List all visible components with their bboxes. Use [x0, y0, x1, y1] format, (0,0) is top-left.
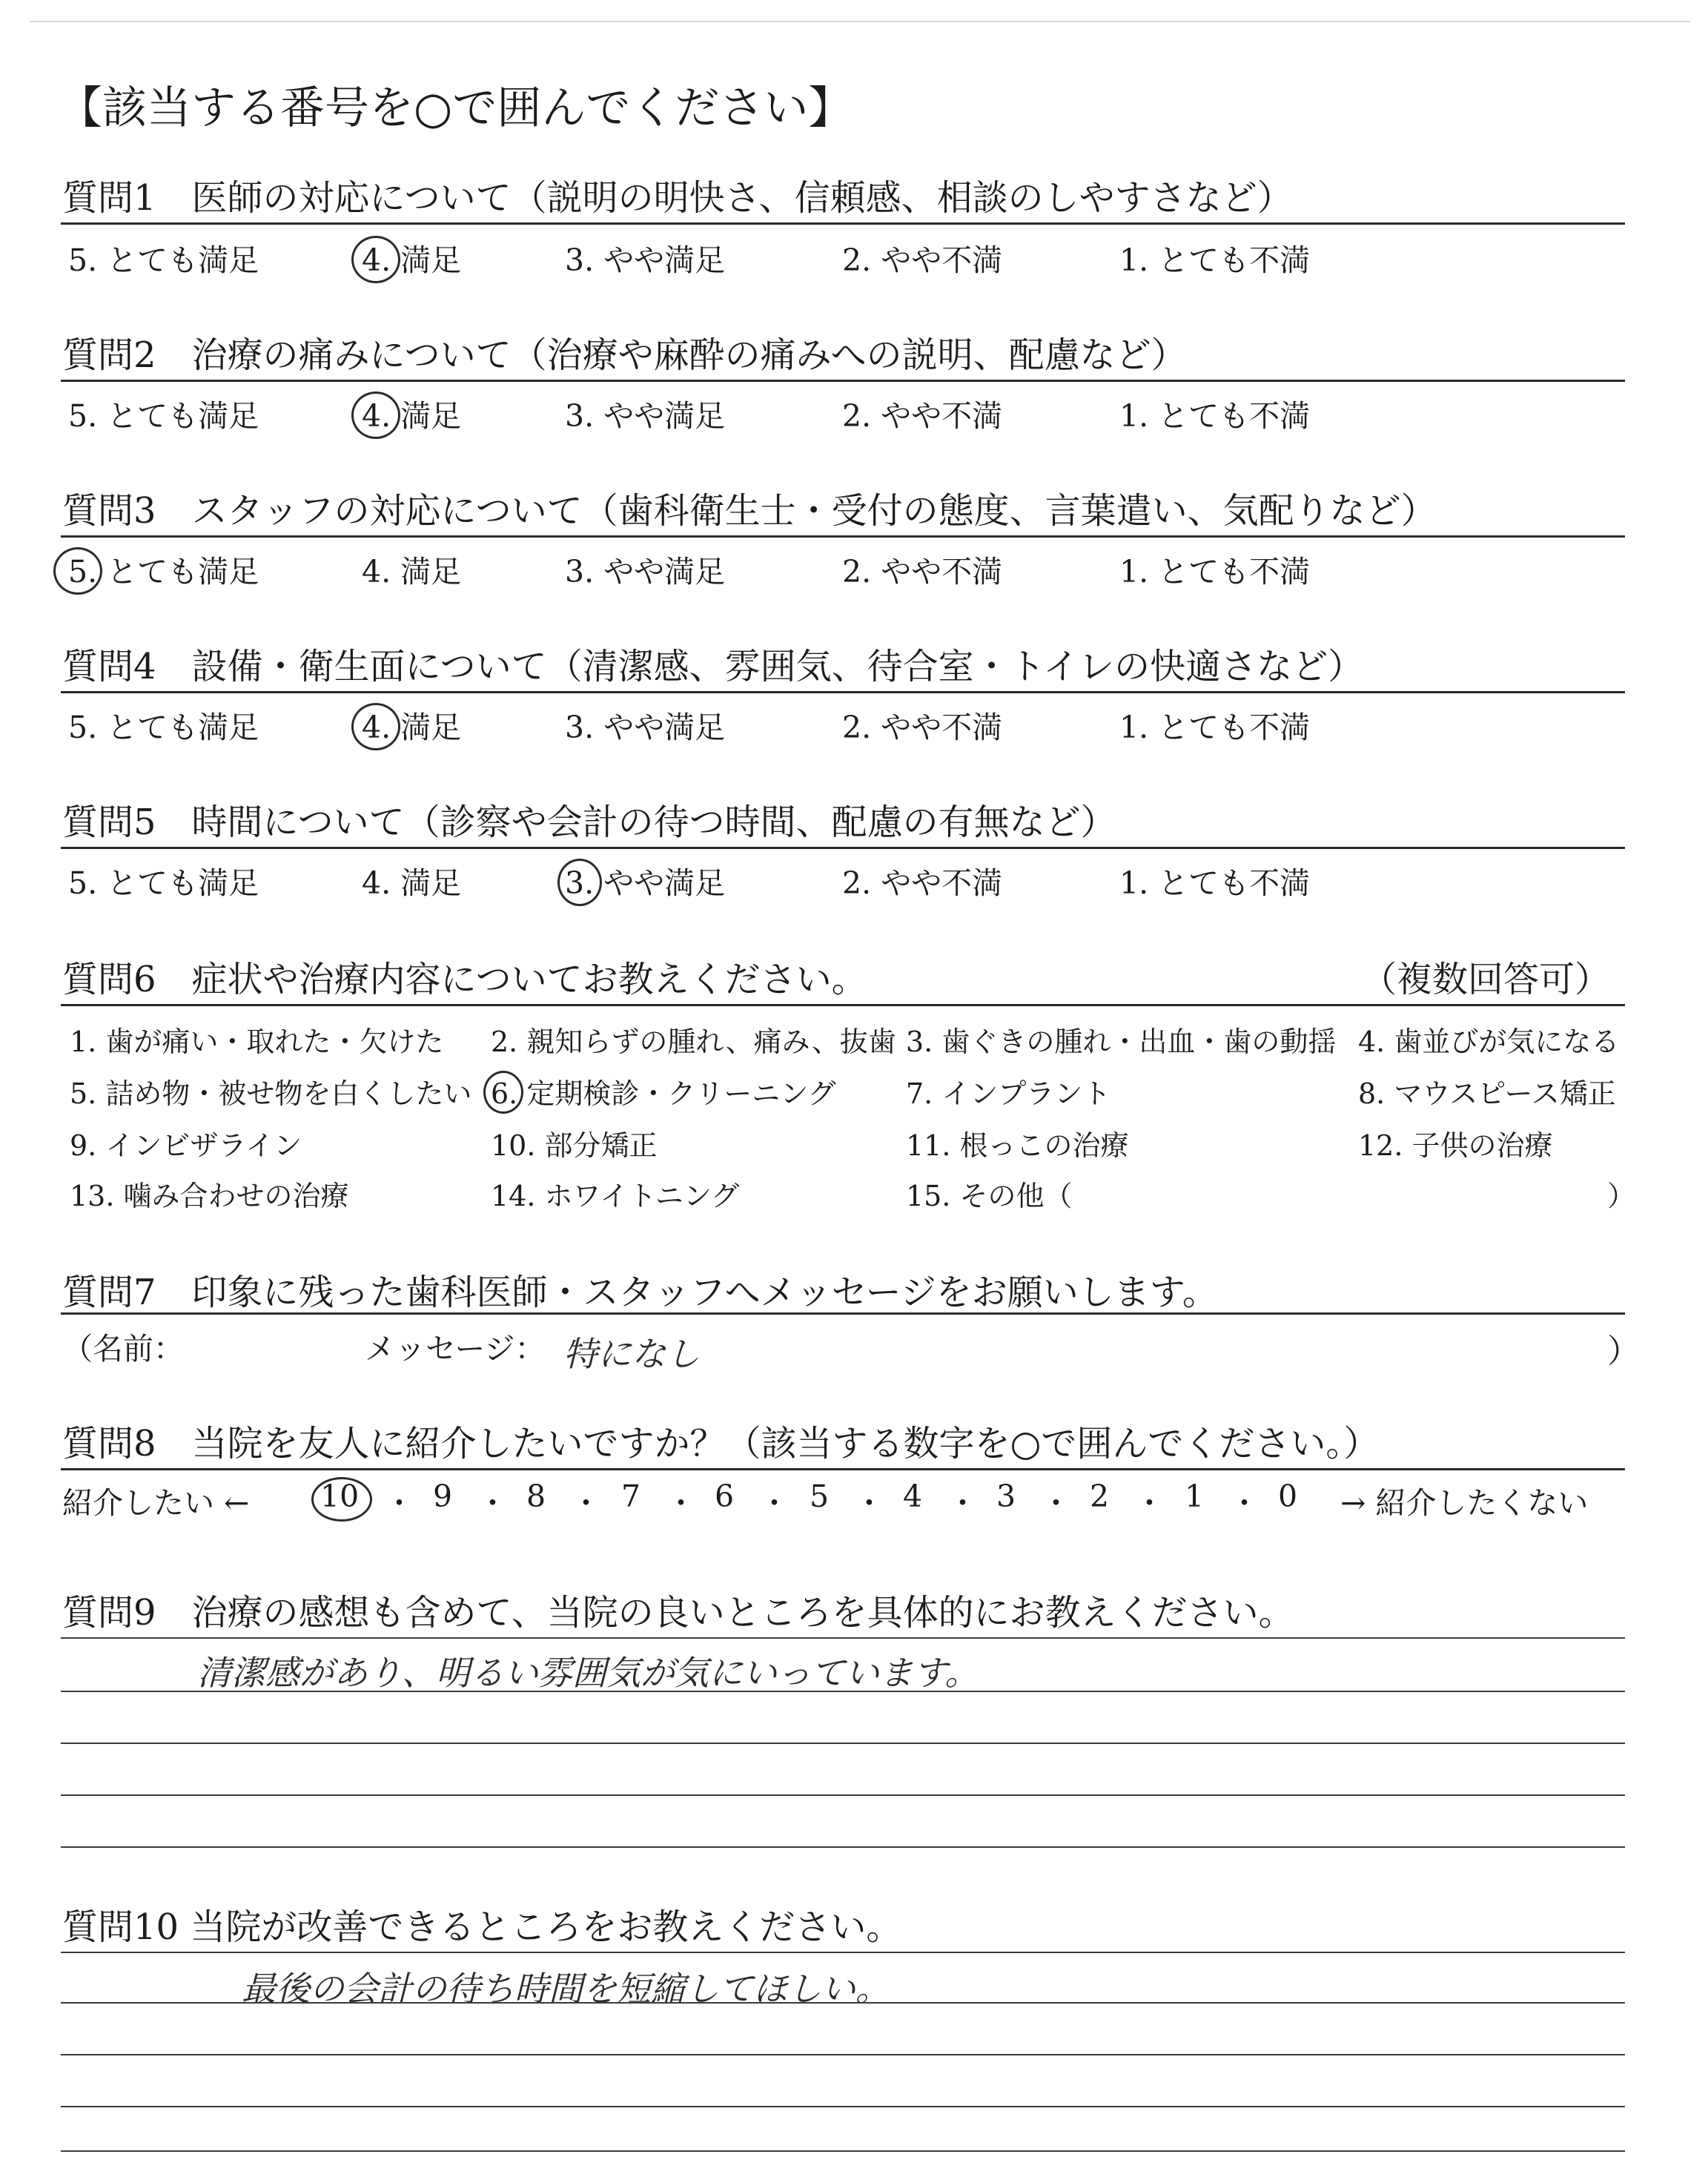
q4-option-3[interactable]: 3. やや満足 — [565, 710, 726, 745]
q8-right-label: → 紹介したくない — [1340, 1485, 1589, 1521]
q8-sep: ・ — [947, 1485, 978, 1521]
q8-scale-10[interactable]: 10 — [320, 1479, 360, 1514]
q4-option-2[interactable]: 2. やや不満 — [842, 710, 1003, 745]
q6-option-8[interactable]: 8. マウスピース矯正 — [1358, 1077, 1616, 1110]
q7-close-paren: ） — [1607, 1332, 1640, 1370]
q8-scale-5[interactable]: 5 — [810, 1479, 830, 1514]
q9-answer[interactable]: 清潔感があり、明るい雰囲気が気にいっています。 — [197, 1653, 979, 1693]
q8-scale-1[interactable]: 1 — [1185, 1479, 1205, 1514]
q8-sep: ・ — [477, 1485, 508, 1521]
q6-option-4[interactable]: 4. 歯並びが気になる — [1358, 1025, 1620, 1058]
q8-sep: ・ — [1134, 1485, 1165, 1521]
question-1-title: 質問1 医師の対応について（説明の明快さ、信頼感、相談のしやすさなど） — [62, 177, 1293, 219]
q8-scale-4[interactable]: 4 — [903, 1479, 923, 1514]
q5-option-4[interactable]: 4. 満足 — [362, 865, 462, 901]
question-10-title: 質問10 当院が改善できるところをお教えください。 — [62, 1906, 902, 1948]
q8-sep: ・ — [666, 1485, 696, 1521]
q5-option-1[interactable]: 1. とても不満 — [1119, 865, 1311, 901]
q8-selected-circle — [311, 1477, 372, 1522]
q6-option-10[interactable]: 10. 部分矯正 — [491, 1129, 658, 1162]
question-2-rule — [61, 380, 1625, 382]
q6-option-11[interactable]: 11. 根っこの治療 — [906, 1129, 1129, 1162]
question-5-title: 質問5 時間について（診察や会計の待つ時間、配慮の有無など） — [62, 802, 1116, 843]
question-6-title: 質問6 症状や治療内容についてお教えください。 — [62, 959, 867, 1000]
q1-option-2[interactable]: 2. やや不満 — [842, 242, 1003, 278]
q2-option-3[interactable]: 3. やや満足 — [565, 398, 726, 434]
question-4-title: 質問4 設備・衛生面について（清潔感、雰囲気、待合室・トイレの快適さなど） — [62, 646, 1364, 687]
q1-option-1[interactable]: 1. とても不満 — [1119, 242, 1311, 278]
q8-sep: ・ — [759, 1485, 790, 1521]
question-6-note: （複数回答可） — [1361, 959, 1611, 1000]
q9-write-line-5 — [61, 1846, 1625, 1848]
q8-scale-7[interactable]: 7 — [621, 1479, 641, 1514]
q8-sep: ・ — [854, 1485, 884, 1521]
q1-selected-circle — [351, 236, 400, 283]
q7-name-label: （名前： — [62, 1331, 184, 1367]
question-4-rule — [61, 691, 1625, 693]
q6-option-13[interactable]: 13. 噛み合わせの治療 — [70, 1180, 349, 1212]
q3-selected-circle — [53, 547, 102, 595]
q2-option-2[interactable]: 2. やや不満 — [842, 398, 1003, 434]
q9-write-line-4 — [61, 1794, 1625, 1796]
q1-option-4[interactable]: 4. 満足 — [362, 242, 462, 278]
q2-option-1[interactable]: 1. とても不満 — [1119, 398, 1311, 434]
q3-option-5[interactable]: 5. とても満足 — [68, 554, 259, 589]
question-5-rule — [61, 847, 1625, 849]
q8-sep: ・ — [571, 1485, 601, 1521]
scan-top-edge — [30, 21, 1690, 22]
q9-write-line-3 — [61, 1743, 1625, 1744]
q2-option-4[interactable]: 4. 満足 — [362, 398, 462, 434]
q10-write-line-2 — [61, 2002, 1625, 2004]
question-8-rule — [61, 1468, 1625, 1470]
question-6-rule — [61, 1004, 1625, 1006]
q8-scale-3[interactable]: 3 — [996, 1479, 1016, 1514]
q6-option-14[interactable]: 14. ホワイトニング — [491, 1180, 740, 1212]
q8-left-label: 紹介したい ← — [62, 1485, 250, 1521]
q6-option-12[interactable]: 12. 子供の治療 — [1358, 1129, 1553, 1162]
q4-option-5[interactable]: 5. とても満足 — [68, 710, 259, 745]
q8-scale-8[interactable]: 8 — [526, 1479, 546, 1514]
q9-write-line-2 — [61, 1691, 1625, 1692]
q2-selected-circle — [351, 392, 400, 439]
q4-option-4[interactable]: 4. 満足 — [362, 710, 462, 745]
q6-selected-circle — [483, 1071, 523, 1114]
q1-option-3[interactable]: 3. やや満足 — [565, 242, 726, 278]
q8-sep: ・ — [1041, 1485, 1071, 1521]
q7-message-label: メッセージ： — [365, 1331, 546, 1367]
question-2-title: 質問2 治療の痛みについて（治療や麻酔の痛みへの説明、配慮など） — [62, 334, 1187, 376]
q8-scale-6[interactable]: 6 — [715, 1479, 735, 1514]
q10-write-line-5 — [61, 2150, 1625, 2152]
q3-option-3[interactable]: 3. やや満足 — [565, 554, 726, 589]
q8-sep: ・ — [1229, 1485, 1260, 1521]
q6-option-15-close: ） — [1607, 1180, 1636, 1212]
q6-option-3[interactable]: 3. 歯ぐきの腫れ・出血・歯の動揺 — [906, 1025, 1337, 1058]
q3-option-4[interactable]: 4. 満足 — [362, 554, 462, 589]
q10-write-line-4 — [61, 2106, 1625, 2107]
q3-option-2[interactable]: 2. やや不満 — [842, 554, 1003, 589]
q5-option-5[interactable]: 5. とても満足 — [68, 865, 259, 901]
q8-scale-2[interactable]: 2 — [1090, 1479, 1110, 1514]
question-8-title: 質問8 当院を友人に紹介したいですか？（該当する数字を○で囲んでください。） — [62, 1423, 1380, 1464]
q4-option-1[interactable]: 1. とても不満 — [1119, 710, 1311, 745]
q6-option-1[interactable]: 1. 歯が痛い・取れた・欠けた — [70, 1025, 444, 1058]
q8-scale-0[interactable]: 0 — [1278, 1479, 1298, 1514]
q6-option-5[interactable]: 5. 詰め物・被せ物を白くしたい — [70, 1077, 472, 1110]
q10-answer[interactable]: 最後の会計の待ち時間を短縮してほしい。 — [242, 1969, 890, 2009]
q5-option-2[interactable]: 2. やや不満 — [842, 865, 1003, 901]
q6-option-7[interactable]: 7. インプラント — [906, 1077, 1111, 1110]
q6-option-15[interactable]: 15. その他（ — [906, 1180, 1073, 1212]
q9-write-line-1 — [61, 1637, 1625, 1639]
q6-option-9[interactable]: 9. インビザライン — [70, 1129, 302, 1162]
q8-scale-9[interactable]: 9 — [433, 1479, 453, 1514]
q7-message-answer[interactable]: 特になし — [563, 1334, 700, 1374]
q5-option-3[interactable]: 3. やや満足 — [565, 865, 726, 901]
question-7-title: 質問7 印象に残った歯科医師・スタッフへメッセージをお願いします。 — [62, 1272, 1218, 1313]
page-title: 【該当する番号を○で囲んでください】 — [58, 82, 853, 134]
q8-sep: ・ — [384, 1485, 414, 1521]
q3-option-1[interactable]: 1. とても不満 — [1119, 554, 1311, 589]
question-7-rule — [61, 1312, 1625, 1315]
q6-option-2[interactable]: 2. 親知らずの腫れ、痛み、抜歯 — [491, 1025, 896, 1058]
question-9-title: 質問9 治療の感想も含めて、当院の良いところを具体的にお教えください。 — [62, 1592, 1294, 1634]
q10-write-line-3 — [61, 2054, 1625, 2055]
q4-selected-circle — [351, 703, 400, 750]
q6-option-6[interactable]: 6. 定期検診・クリーニング — [491, 1077, 836, 1110]
q5-selected-circle — [557, 859, 602, 906]
question-1-rule — [61, 222, 1625, 225]
question-3-title: 質問3 スタッフの対応について（歯科衛生士・受付の態度、言葉遣い、気配りなど） — [62, 490, 1437, 532]
question-3-rule — [61, 535, 1625, 538]
q10-write-line-1 — [61, 1952, 1625, 1953]
q2-option-5[interactable]: 5. とても満足 — [68, 398, 259, 434]
q1-option-5[interactable]: 5. とても満足 — [68, 242, 259, 278]
